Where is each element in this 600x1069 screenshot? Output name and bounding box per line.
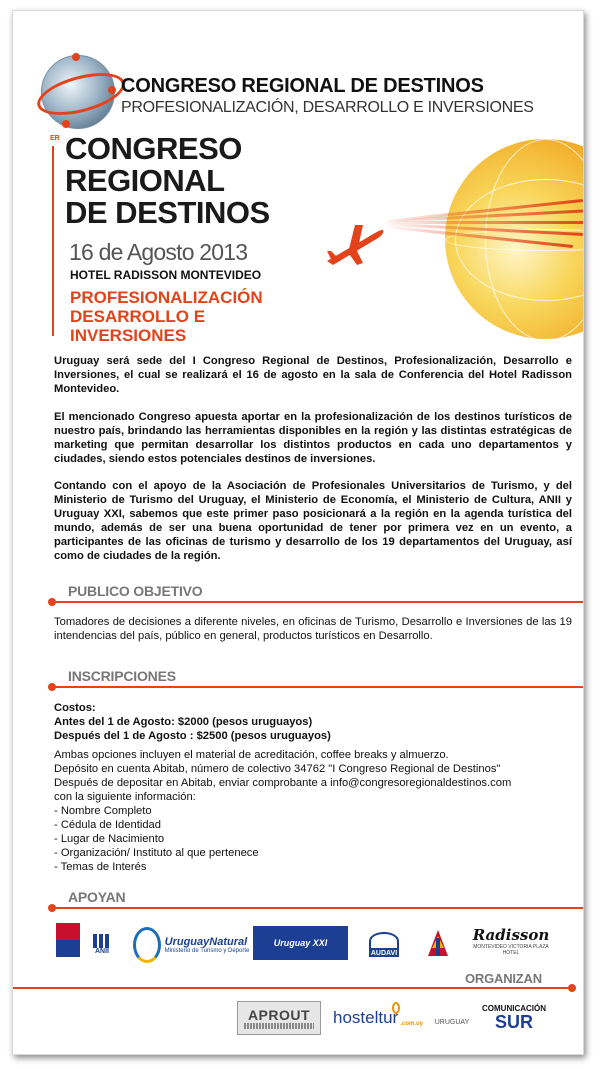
intro-paragraph-3: Contando con el apoyo de la Asociación de Profesionales Universitarios de Turismo, y del Ministerio de Turismo del Uruguay, el Ministerio de Economía, el Ministerio de Cultura, ANII y Uruguay XXI, sabemos que este primer paso posicionará a la región en la agenda turística del mundo, además de ser una buena oportunidad de tener por primera vez en un evento, a participantes de las oficinas de turismo y desarrollo de los 19 departamentos del Uruguay, así como de ciudades de la región. [54,480,572,562]
list-item: - Temas de Interés [54,861,147,873]
cultura-logo [423,927,453,959]
event-date: 16 de Agosto 2013 [69,239,248,265]
intro-paragraph-2: El mencionado Congreso apuesta aportar en la profesionalización de los destinos turísticos de nuestro país, brindando las herramientas disponibles en la región y las distintas estratégicas de marketing que permitan desarrollar los distintos productos en cada uno departamentos y ciudades, siendo estos potenciales destinos de inversiones. [54,411,572,465]
header-subtitle: PROFESIONALIZACIÓN, DESARROLLO E INVERSIONES [121,99,534,116]
section-heading-inscripciones: INSCRIPCIONES [68,668,176,684]
aprout-logo: APROUT [237,1001,321,1035]
congress-globe-logo [41,55,115,129]
inscripciones-line-2: Depósito en cuenta Abitab, número de colectivo 34762 "I Congreso Regional de Destinos" [54,763,501,775]
radisson-logo: Radisson MONTEVIDEO VICTORIA PLAZA HOTEL [472,926,550,956]
section-heading-apoyan: APOYAN [68,889,126,905]
uruguay-natural-logo: UruguayNatural Ministerio de Turismo y Deporte [126,925,256,965]
cost-late: Después del 1 de Agosto : $2500 (pesos uruguayos) [54,730,331,742]
hero-title-line: DE DESTINOS [65,195,270,230]
ministry-logo [56,923,80,957]
hero-title-line: REGIONAL [65,163,225,198]
section-divider [13,987,573,989]
intro-paragraph-1: Uruguay será sede del I Congreso Regional de Destinos, Profesionalización, Desarrollo e Inversiones, el cual se realizará el 16 de agosto en la sala de Conferencia del Hotel Radisson Montevideo. [54,355,572,395]
accent-bar [52,146,54,336]
audavi-logo: AUDAVI [365,928,403,960]
inscripciones-line-4: con la siguiente información: [54,791,196,803]
list-item: - Lugar de Nacimiento [54,833,165,845]
list-item: - Nombre Completo [54,805,152,817]
hosteltur-logo: hosteltur .com.uy [333,1001,423,1035]
section-divider [51,907,584,909]
header-title: CONGRESO REGIONAL DE DESTINOS [121,75,484,97]
event-venue: HOTEL RADISSON MONTEVIDEO [70,268,262,282]
flyer [12,10,584,1055]
list-item: - Cédula de Identidad [54,819,161,831]
section-heading-publico: PUBLICO OBJETIVO [68,583,203,599]
hero-title-line: CONGRESO [65,131,242,166]
theme-line: DESARROLLO E [70,307,206,326]
comunicacion-sur-logo: COMUNICACIÓN SUR [482,1003,546,1032]
required-info-list [54,804,572,874]
event-theme [70,288,263,345]
section-divider [51,686,584,688]
uruguay-xxi-logo: Uruguay XXI [253,926,348,960]
edition-suffix: ER [50,135,60,142]
section-heading-organizan: ORGANIZAN [465,971,542,986]
cost-early: Antes del 1 de Agosto: $2000 (pesos uruguayos) [54,716,313,728]
airplane-icon [325,221,387,267]
inscripciones-line-3: Después de depositar en Abitab, enviar comprobante a info@congresoregionaldestinos.com [54,777,512,789]
hero-title [65,133,270,229]
theme-line: PROFESIONALIZACIÓN [70,288,263,307]
costs-label: Costos: [54,702,96,714]
publico-text: Tomadores de decisiones a diferente niveles, en oficinas de Turismo, Desarrollo e Inversiones de las 19 intendencias del país, público en general, productos turísticos en Desarrollo. [54,616,572,642]
anii-logo: ANII [91,929,113,959]
theme-line: INVERSIONES [70,326,187,345]
section-divider [51,601,584,603]
uruguay-label: URUGUAY [434,1018,470,1026]
list-item: - Organización/ Instituto al que pertenece [54,847,259,859]
inscripciones-line-1: Ambas opciones incluyen el material de acreditación, coffee breaks y almuerzo. [54,749,449,761]
section-divider-dot [568,984,576,992]
